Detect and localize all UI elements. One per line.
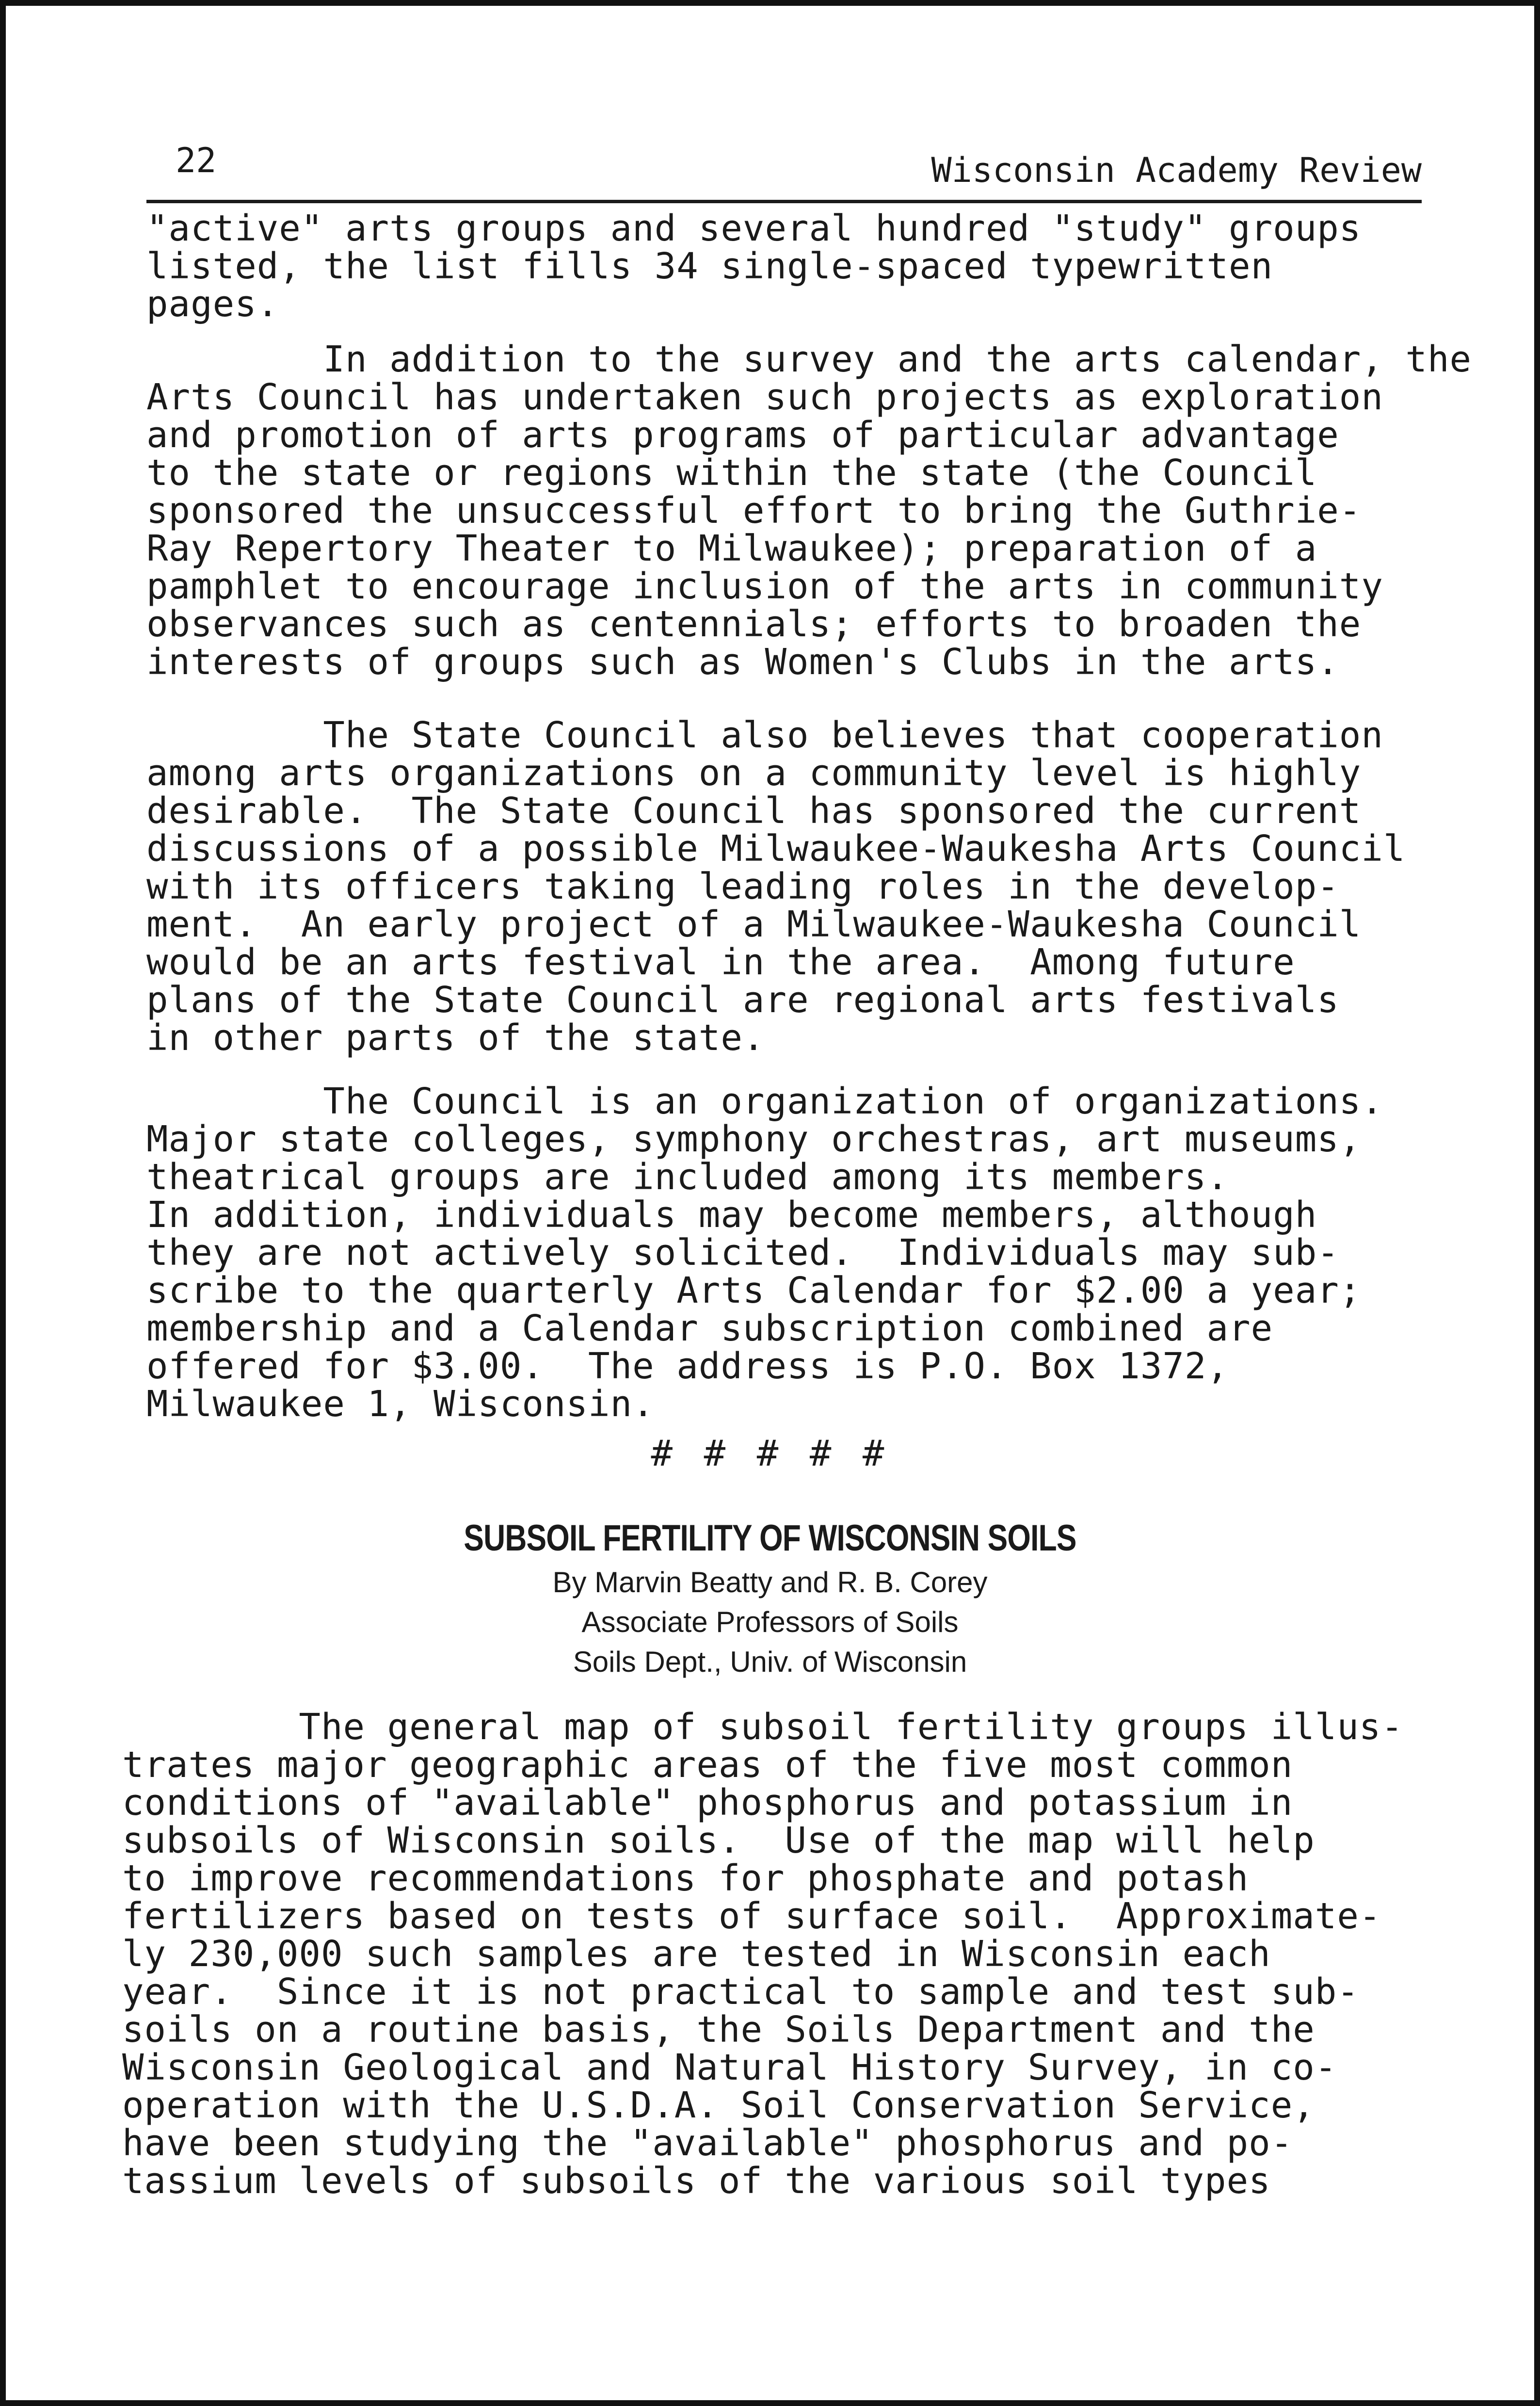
journal-title: Wisconsin Academy Review <box>931 150 1422 190</box>
page-number: 22 <box>176 141 217 180</box>
paragraph-cooperation: The State Council also believes that cooperation among arts organizations on a community level is highly desirable. The State Council has sponsored the current discussions of a possible Milwaukee-Waukesha Arts Council with its officers taking leading roles in the develop- ment. An early project of a Milwaukee-Waukesha Council would be an arts festival in the area. Among future plans of the State Council are regional arts festivals in other parts of the state. <box>146 714 1406 1059</box>
article-title: SUBSOIL FERTILITY OF WISCONSIN SOILS <box>464 1518 1076 1559</box>
article-paragraph: The general map of subsoil fertility groups illus- trates major geographic areas of the five most common conditions of "available" phosphorus and potassium in subsoils of Wisconsin soils. Use of the map will help to improve recommendations for phosphate and potash fertilizers based on tests of surface soil. Approximate- ly 230,000 such samples are tested in Wisconsin each year. Since it is not practical to sample and test sub- soils on a routine basis, the Soils Department and the Wisconsin Geological and Natural History Survey, in co- operation with the U.S.D.A. Soil Conservation Service, have been studying the "available" phosphorus and po- tassium levels of subsoils of the various soil types <box>122 1706 1404 2202</box>
article-heading <box>6 1514 1534 1682</box>
paragraph-arts-council-projects: In addition to the survey and the arts calendar, the Arts Council has undertaken such projects as exploration and promotion of arts programs of particular advantage to the state or regions within the state (the Council sponsored the unsuccessful effort to bring the Guthrie- Ray Repertory Theater to Milwaukee); preparation of a pamphlet to encourage inclusion of the arts in community observances such as centennials; efforts to broaden the interests of groups such as Women's Clubs in the arts. <box>146 339 1472 683</box>
article-department: Soils Dept., Univ. of Wisconsin <box>573 1646 967 1678</box>
article-byline: By Marvin Beatty and R. B. Corey <box>552 1566 988 1599</box>
paragraph-organization: The Council is an organization of organizations. Major state colleges, symphony orchestras, art museums, theatrical groups are included among its members. In addition, individuals may become members, although they are not actively solicited. Individuals may sub- scribe to the quarterly Arts Calendar for $2.00 a year; membership and a Calendar subscription combined are offered for $3.00. The address is P.O. Box 1372, Milwaukee 1, Wisconsin. <box>146 1081 1383 1425</box>
document-page <box>6 6 1534 2400</box>
paragraph-continued: "active" arts groups and several hundred "study" groups listed, the list fills 34 single-spaced typewritten pages. <box>146 208 1362 325</box>
running-header <box>146 137 1422 203</box>
article-affiliation: Associate Professors of Soils <box>581 1606 959 1638</box>
section-separator: # # # # # <box>651 1433 889 1474</box>
